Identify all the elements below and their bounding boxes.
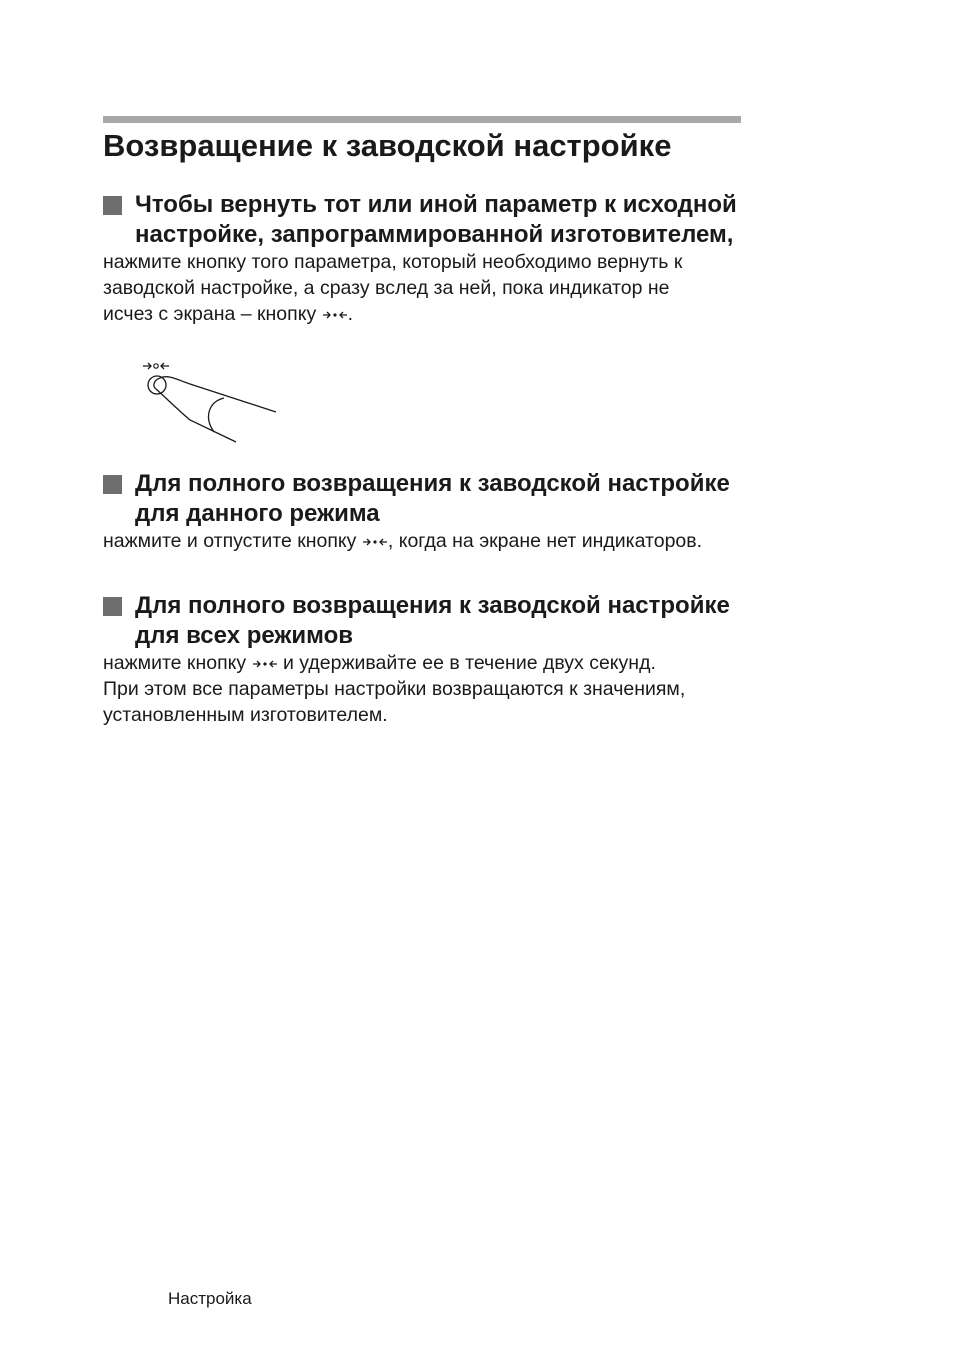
body-line: заводской настройке, а сразу вслед за ней, пока индикатор не [103,277,670,299]
section-heading [103,591,863,651]
section-body [103,528,863,554]
section-reset-current-mode [103,469,863,554]
reset-arrows-icon [252,659,278,669]
heading-line: Для полного возвращения к заводской настройке [135,470,730,497]
body-line: исчез с экрана – кнопку . [103,303,354,325]
reset-arrows-icon [362,537,388,547]
section-return-single-parameter [103,190,863,327]
bullet-square-icon [103,196,122,215]
body-line: установленным изготовителем. [103,704,388,726]
section-body [103,650,863,728]
body-line: нажмите и отпустите кнопку , когда на экране нет индикаторов. [103,530,703,552]
section-body [103,249,863,327]
body-line: нажмите кнопку и удерживайте ее в течение двух секунд. [103,652,656,674]
section-heading [103,190,863,250]
bullet-square-icon [103,475,122,494]
heading-line: настройке, запрограммированной изготовителем, [135,221,734,248]
section-heading [103,469,863,529]
heading-line: Чтобы вернуть тот или иной параметр к исходной [135,191,737,218]
heading-line: Для полного возвращения к заводской настройке [135,592,730,619]
heading-line: для всех режимов [135,622,354,649]
body-line: При этом все параметры настройки возвращаются к значениям, [103,678,686,700]
footer-section-label: Настройка [168,1289,252,1308]
section-reset-all-modes [103,591,863,728]
bullet-square-icon [103,597,122,616]
page-title: Возвращение к заводской настройке [103,128,672,163]
body-line: нажмите кнопку того параметра, который необходимо вернуть к [103,251,683,273]
reset-arrows-icon [322,310,348,320]
title-rule [103,116,741,123]
finger-pressing-reset-button-icon [140,358,280,444]
heading-line: для данного режима [135,500,380,527]
